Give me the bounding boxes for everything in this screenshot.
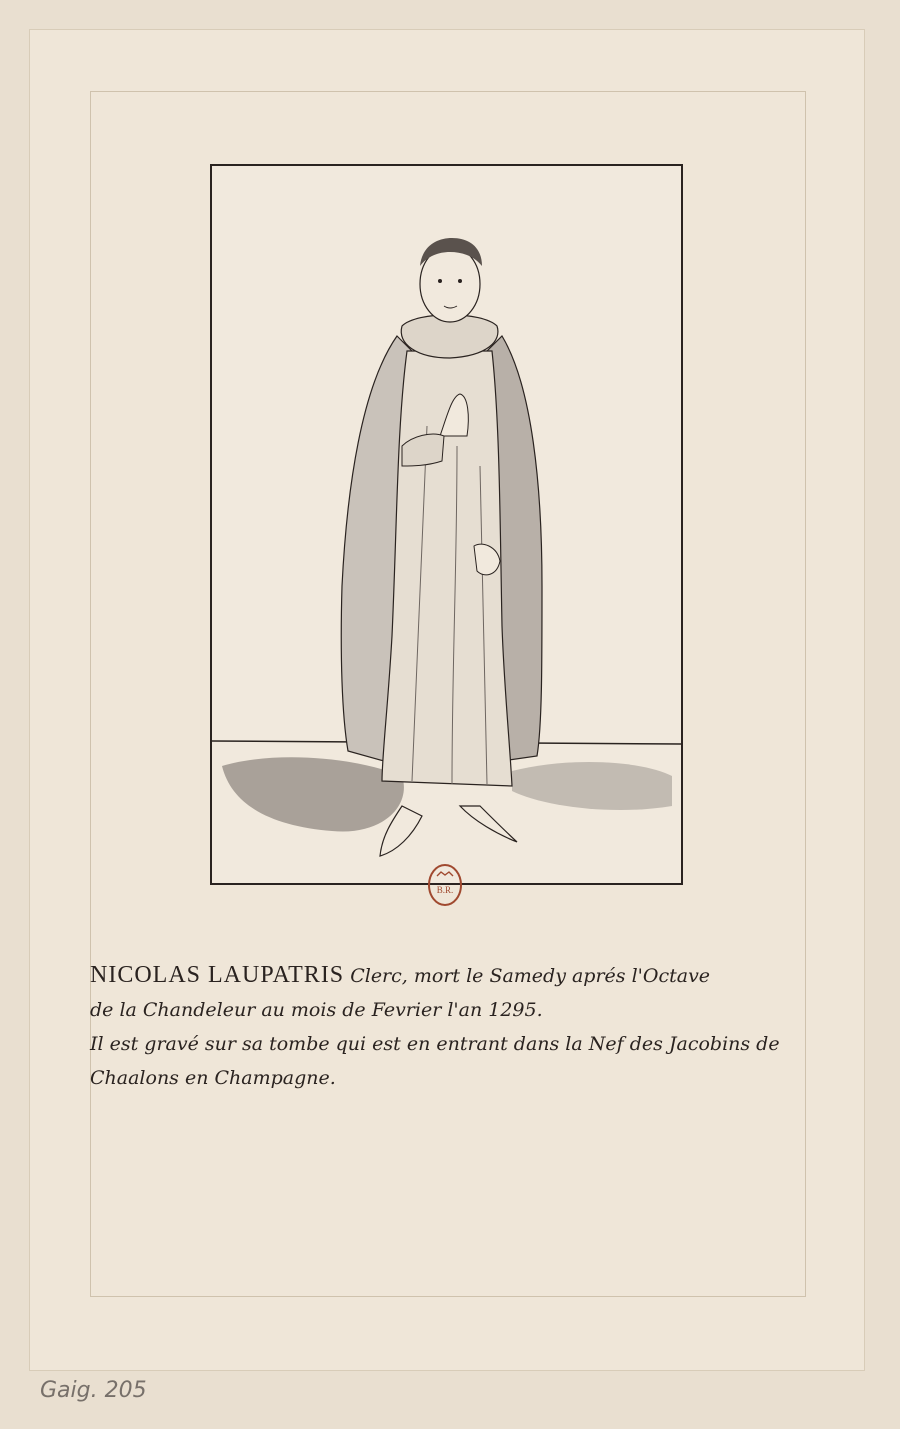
caption-line-1-rest: Clerc, mort le Samedy aprés l'Octave xyxy=(350,965,711,987)
caption-line-4: Chaalons en Champagne. xyxy=(90,1067,336,1089)
caption-line-1 xyxy=(90,958,820,993)
caption-line-2: de la Chandeleur au mois de Fevrier l'an 1295. xyxy=(90,999,543,1021)
stamp-text: B.R. xyxy=(436,885,454,895)
caption-line-3: Il est gravé sur sa tombe qui est en entrant dans la Nef des Jacobins de xyxy=(90,1033,780,1055)
caption-name: NICOLAS LAUPATRIS xyxy=(90,962,345,988)
caption xyxy=(90,958,820,1095)
library-stamp xyxy=(427,862,463,908)
cleric-figure-drawing xyxy=(212,166,681,883)
drawing-frame xyxy=(210,164,683,885)
shelfmark: Gaig. 205 xyxy=(40,1378,147,1403)
